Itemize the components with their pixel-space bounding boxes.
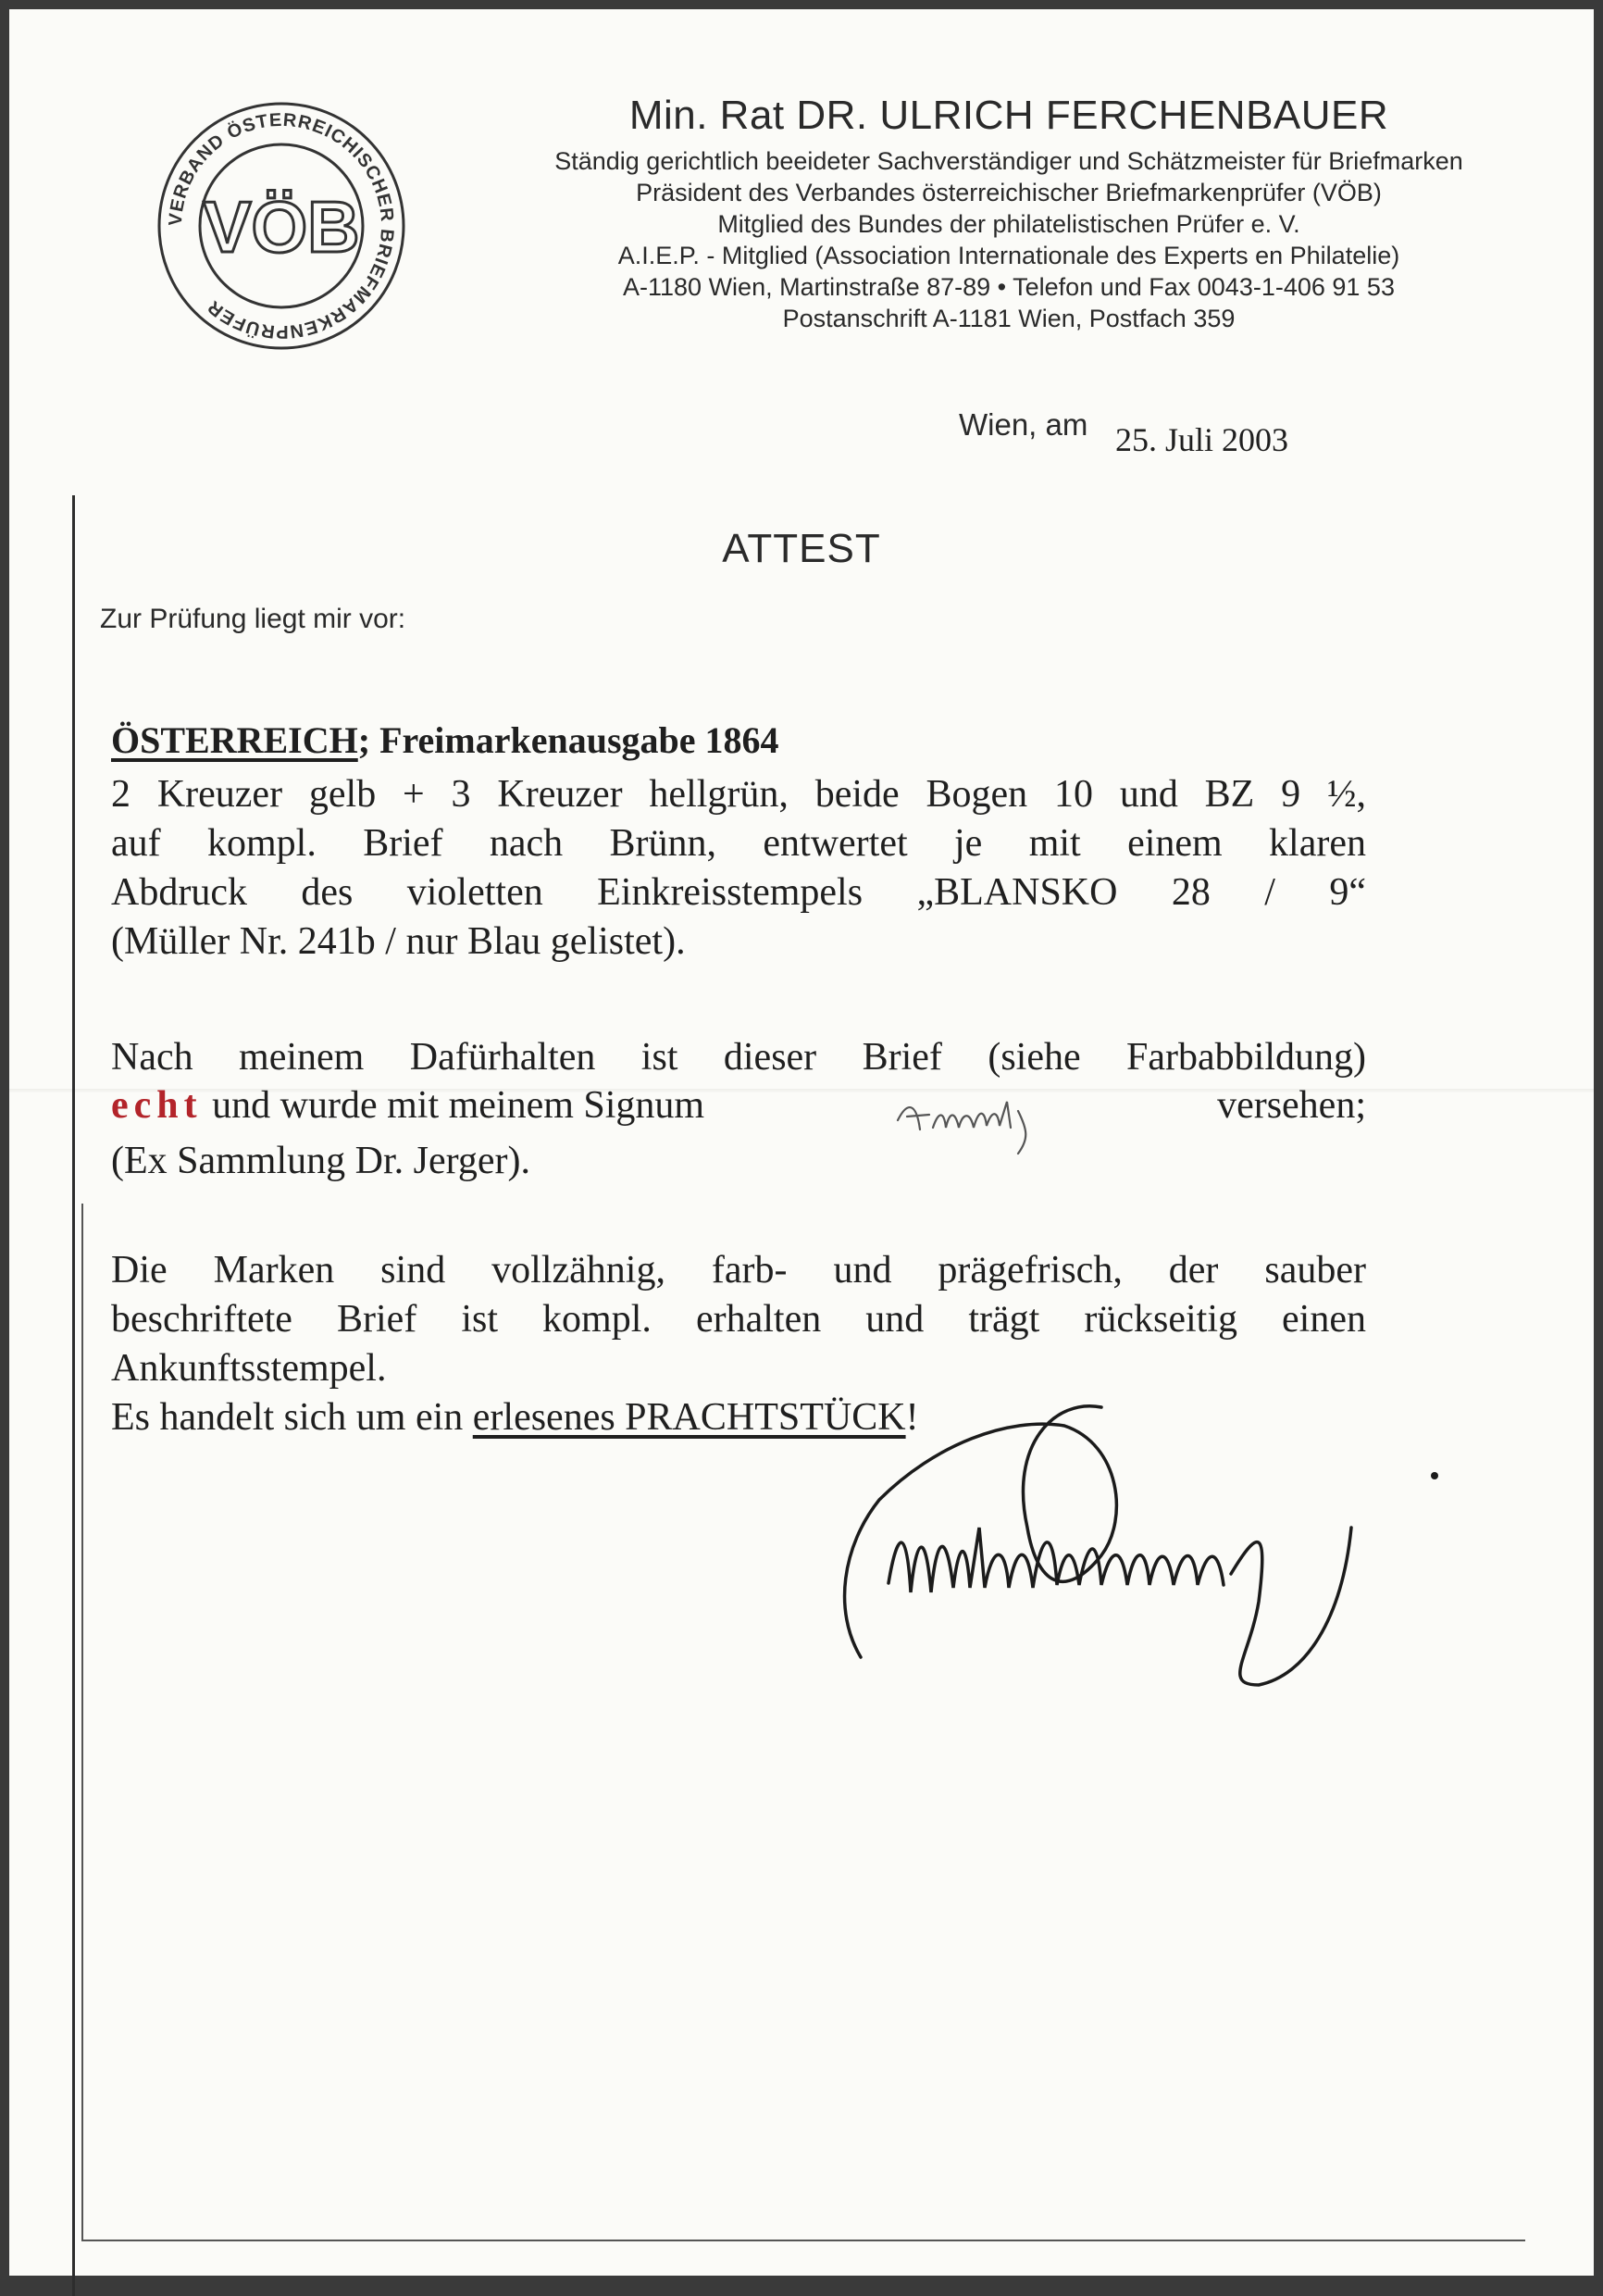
svg-text:VERBAND ÖSTERREICHISCHER BRIEF: VERBAND ÖSTERREICHISCHER BRIEFMARKENPRÜFER [165, 109, 398, 343]
country-name: ÖSTERREICH [111, 719, 358, 761]
closing-post: ! [905, 1396, 919, 1439]
header-line-2: Präsident des Verbandes österreichischer Briefmarkenprüfer (VÖB) [636, 179, 1382, 206]
date-label: Wien, am [959, 407, 1088, 442]
handwritten-signature-icon [824, 1389, 1453, 1694]
header-line-1: Ständig gerichtlich beeideter Sachverständiger und Schätzmeister für Briefmarken [554, 147, 1463, 175]
condition-line-3: Ankunftsstempel. [111, 1347, 387, 1390]
date-value: 25. Juli 2003 [1115, 421, 1289, 458]
condition-line-2: beschriftete Brief ist kompl. erhalten und trägt rückseitig einen [111, 1298, 1366, 1341]
echt-verdict: echt [111, 1084, 203, 1127]
examiner-name: Min. Rat DR. ULRICH FERCHENBAUER [628, 93, 1389, 138]
description-line-1: 2 Kreuzer gelb + 3 Kreuzer hellgrün, beide Bogen 10 und BZ 9 ½, [111, 773, 1366, 816]
closing-pre: Es handelt sich um ein [111, 1396, 473, 1439]
condition-line-1: Die Marken sind vollzähnig, farb- und prägefrisch, der sauber [111, 1249, 1366, 1292]
header-line-5: A-1180 Wien, Martinstraße 87-89 • Telefon und Fax 0043-1-406 91 53 [623, 273, 1395, 301]
svg-text:VÖB: VÖB [203, 186, 360, 268]
description-line-2: auf kompl. Brief nach Brünn, entwertet je mit einem klaren [111, 822, 1366, 865]
frame-bottom-line [81, 2240, 1525, 2241]
frame-left-line [72, 495, 75, 2296]
versehen-text: versehen; [1217, 1084, 1366, 1127]
header-line-3: Mitglied des Bundes der philatelistischen Prüfer e. V. [717, 210, 1300, 238]
header-line-6: Postanschrift A-1181 Wien, Postfach 359 [782, 305, 1236, 332]
header-line-4: A.I.E.P. - Mitglied (Association Internationale des Experts en Philatelie) [617, 242, 1400, 269]
opinion-line-1: Nach meinem Dafürhalten ist dieser Brief (siehe Farbabbildung) [111, 1036, 1366, 1079]
closing-highlight: erlesenes PRACHTSTÜCK [472, 1396, 906, 1439]
issue-name: ; Freimarkenausgabe 1864 [357, 719, 779, 761]
description-line-4: (Müller Nr. 241b / nur Blau gelistet). [111, 920, 686, 963]
opinion-line-3-wrap [111, 1137, 1366, 1186]
issue-heading [111, 718, 779, 762]
voeb-seal-icon [155, 100, 407, 352]
opinion-line-3: (Ex Sammlung Dr. Jerger). [111, 1140, 530, 1182]
description-line-3: Abdruck des violetten Einkreisstempels „BLANSKO 28 / 9“ [111, 871, 1366, 914]
signum-text: und wurde mit meinem Signum [212, 1084, 705, 1127]
opinion-line-2 [111, 1083, 1366, 1128]
opinion-line-1-wrap [111, 1033, 1366, 1082]
description-paragraph [111, 770, 1366, 967]
attest-title: ATTEST [722, 526, 881, 571]
frame-inner-line [81, 1204, 83, 2240]
intro-text: Zur Prüfung liegt mir vor: [100, 604, 406, 634]
